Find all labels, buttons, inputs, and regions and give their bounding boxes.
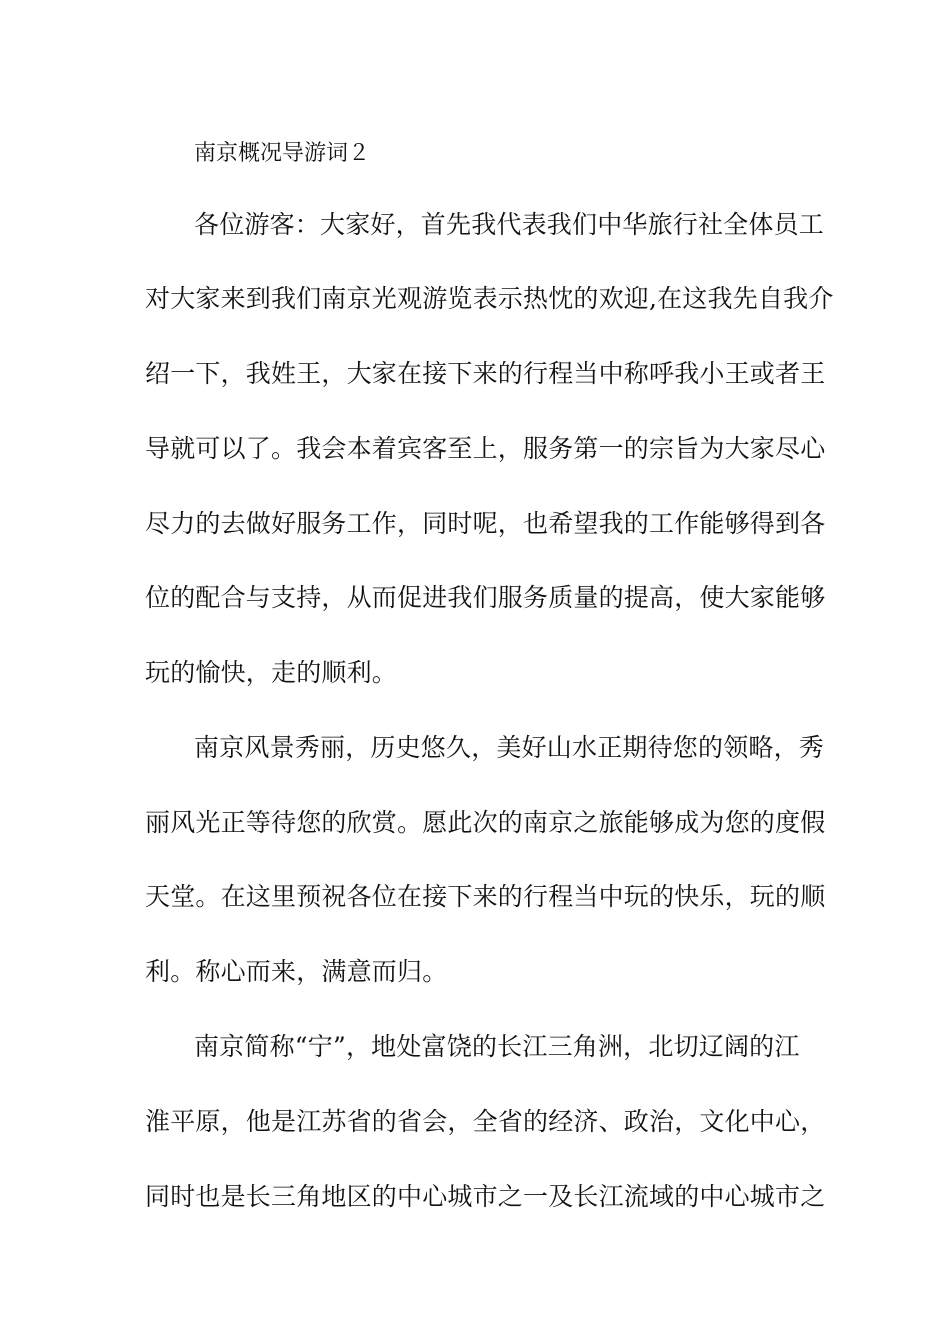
paragraph-1-line-2: 对大家来到我们南京光观游览表示热忱的欢迎,在这我先自我介 [145,284,834,313]
paragraph-1-line-7: 玩的愉快，走的顺利。 [145,658,398,687]
paragraph-3-line-3: 同时也是长三角地区的中心城市之一及长江流域的中心城市之 [145,1182,826,1211]
paragraph-3-line-2: 淮平原，他是江苏省的省会，全省的经济、政治，文化中心， [145,1107,826,1136]
paragraph-1-line-5: 尽力的去做好服务工作，同时呢，也希望我的工作能够得到各 [145,509,826,538]
paragraph-2-line-2: 丽风光正等待您的欣赏。愿此次的南京之旅能够成为您的度假 [145,808,826,837]
document-title: 南京概况导游词２ [194,141,371,166]
paragraph-2-line-4: 利。称心而来，满意而归。 [145,957,448,986]
paragraph-2-line-3: 天堂。在这里预祝各位在接下来的行程当中玩的快乐，玩的顺 [145,882,826,911]
paragraph-1-line-1: 各位游客：大家好，首先我代表我们中华旅行社全体员工 [194,210,825,239]
paragraph-3-line-1: 南京简称“宁”，地处富饶的长江三角洲，北切辽阔的江 [194,1032,800,1061]
paragraph-1-line-4: 导就可以了。我会本着宾客至上，服务第一的宗旨为大家尽心 [145,434,826,463]
paragraph-2-line-1: 南京风景秀丽，历史悠久，美好山水正期待您的领略，秀 [194,733,825,762]
paragraph-1-line-3: 绍一下，我姓王，大家在接下来的行程当中称呼我小王或者王 [145,359,826,388]
paragraph-1-line-6: 位的配合与支持，从而促进我们服务质量的提高，使大家能够 [145,583,826,612]
